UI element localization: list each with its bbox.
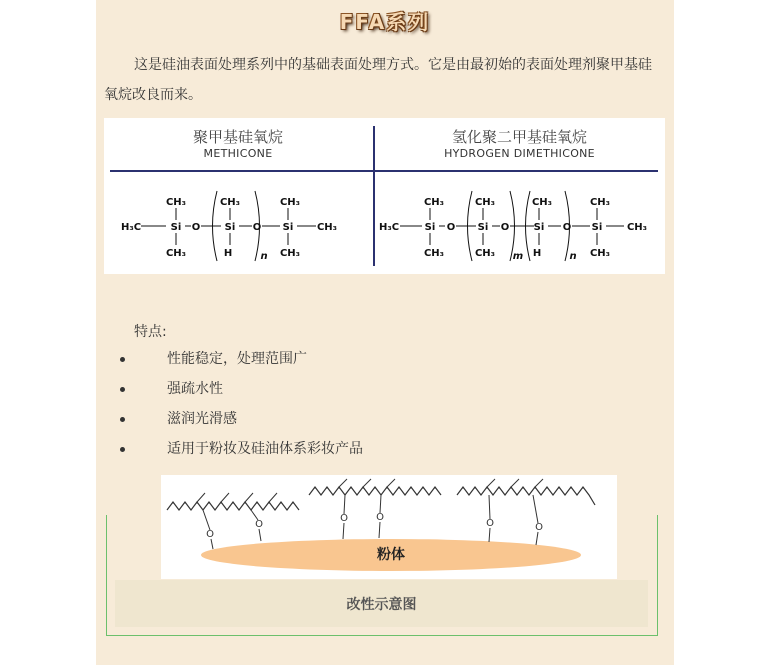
modification-diagram <box>161 475 617 579</box>
svg-text:CH₃: CH₃ <box>316 222 338 233</box>
svg-text:CH₃: CH₃ <box>589 197 611 208</box>
svg-text:CH₃: CH₃ <box>423 248 445 259</box>
oxygen-labels <box>206 512 543 540</box>
svg-text:CH₃: CH₃ <box>626 222 648 233</box>
structure-svg <box>104 118 665 274</box>
chain-left <box>167 502 299 510</box>
features-list <box>104 344 363 464</box>
svg-text:Si: Si <box>170 222 182 233</box>
list-item: 滋润光滑感 <box>104 404 363 434</box>
svg-text:H: H <box>532 248 542 259</box>
svg-text:Si: Si <box>282 222 294 233</box>
svg-text:CH₃: CH₃ <box>589 248 611 259</box>
svg-text:O: O <box>340 513 348 524</box>
svg-text:Si: Si <box>424 222 436 233</box>
svg-text:O: O <box>206 529 214 540</box>
bullet-icon <box>120 357 125 362</box>
methicone-formula <box>121 191 337 262</box>
hydrogen-dimethicone-formula <box>379 191 647 262</box>
bullet-icon <box>120 417 125 422</box>
caption-box <box>115 580 648 627</box>
svg-text:O: O <box>252 222 262 233</box>
bullet-icon <box>120 387 125 392</box>
h3c-label: H₃C <box>120 222 142 233</box>
section-title: FFA系列 <box>339 10 431 34</box>
svg-text:Si: Si <box>591 222 603 233</box>
features-title: 特点: <box>134 324 167 340</box>
figure-caption: 改性示意图 <box>346 597 417 613</box>
list-item: 适用于粉妆及硅油体系彩妆产品 <box>104 434 363 464</box>
svg-text:O: O <box>446 222 456 233</box>
methicone-name-zh: 聚甲基硅氧烷 <box>192 128 283 146</box>
powder-label: 粉体 <box>377 547 405 563</box>
svg-text:n: n <box>569 251 577 262</box>
svg-text:O: O <box>500 222 510 233</box>
svg-text:O: O <box>562 222 572 233</box>
svg-text:O: O <box>191 222 201 233</box>
svg-text:CH₃: CH₃ <box>531 197 553 208</box>
svg-text:CH₃: CH₃ <box>474 248 496 259</box>
hydrogen-dimethicone-name-en: HYDROGEN DIMETHICONE <box>444 147 595 160</box>
svg-text:CH₃: CH₃ <box>279 248 301 259</box>
svg-text:Si: Si <box>477 222 489 233</box>
modification-diagram-svg <box>161 475 617 579</box>
svg-text:CH₃: CH₃ <box>279 197 301 208</box>
svg-text:CH₃: CH₃ <box>219 197 241 208</box>
methicone-name-en: METHICONE <box>203 147 273 160</box>
svg-text:O: O <box>486 518 494 529</box>
list-item: 强疏水性 <box>104 374 363 404</box>
svg-text:CH₃: CH₃ <box>474 197 496 208</box>
svg-text:CH₃: CH₃ <box>165 197 187 208</box>
svg-text:m: m <box>512 251 524 262</box>
chain-right <box>457 487 595 505</box>
bullet-icon <box>120 447 125 452</box>
svg-text:H₃C: H₃C <box>378 222 400 233</box>
chain-middle <box>309 487 441 495</box>
intro-paragraph: 这是硅油表面处理系列中的基础表面处理方式。它是由最初始的表面处理剂聚甲基硅氧烷改良而来。 <box>104 57 652 103</box>
svg-text:Si: Si <box>224 222 236 233</box>
svg-text:n: n <box>260 251 268 262</box>
svg-text:O: O <box>255 519 263 530</box>
svg-text:CH₃: CH₃ <box>165 248 187 259</box>
svg-text:O: O <box>376 512 384 523</box>
svg-text:H: H <box>223 248 233 259</box>
hydrogen-dimethicone-name-zh: 氢化聚二甲基硅氧烷 <box>451 128 587 146</box>
list-item: 性能稳定，处理范围广 <box>104 344 363 374</box>
svg-text:CH₃: CH₃ <box>423 197 445 208</box>
svg-text:Si: Si <box>533 222 545 233</box>
svg-text:O: O <box>535 522 543 533</box>
structure-formula-figure <box>104 118 665 274</box>
